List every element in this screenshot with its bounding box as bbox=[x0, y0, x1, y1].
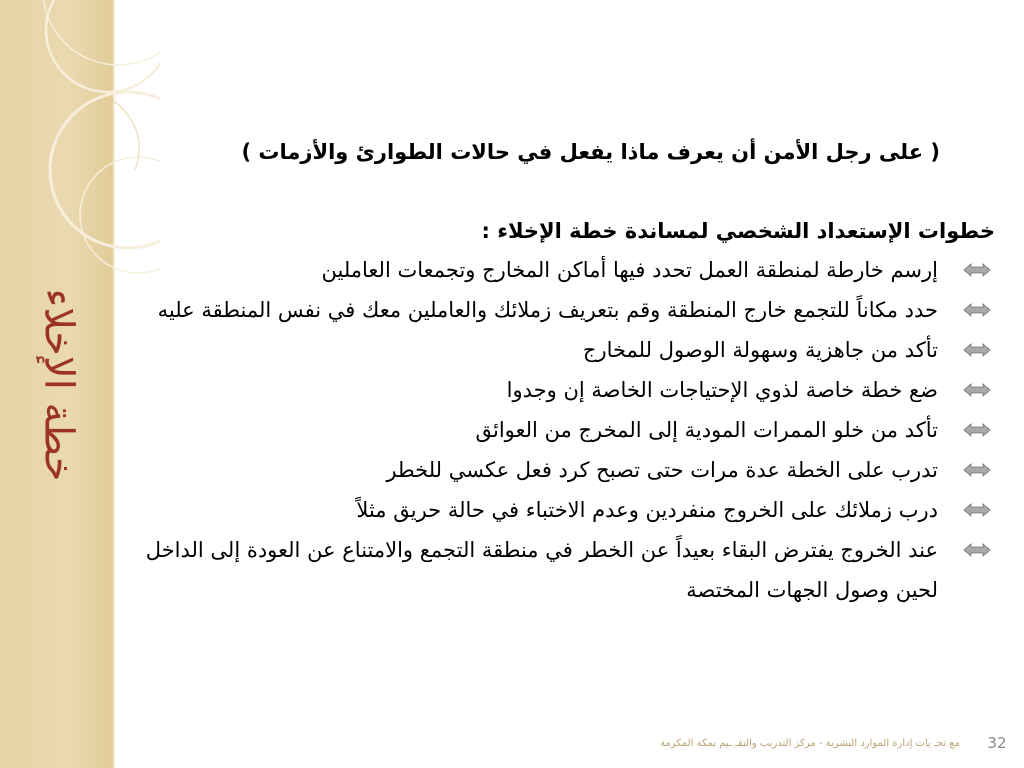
bullet-text: ضع خطة خاصة لذوي الإحتياجات الخاصة إن وجدوا bbox=[506, 378, 938, 402]
bullet-text: تدرب على الخطة عدة مرات حتى تصبح كرد فعل عكسي للخطر bbox=[386, 458, 938, 482]
side-title-container bbox=[4, 270, 113, 500]
side-band bbox=[0, 0, 113, 768]
bullet-text: تأكد من جاهزية وسهولة الوصول للمخارج bbox=[582, 338, 938, 362]
list-item bbox=[130, 250, 1000, 290]
page-number: 32 bbox=[987, 734, 1007, 752]
double-arrow-icon bbox=[962, 500, 992, 520]
double-arrow-icon bbox=[962, 340, 992, 360]
bullet-list bbox=[130, 250, 1000, 610]
bullet-text: عند الخروج يفترض البقاء بعيداً عن الخطر في منطقة التجمع والامتناع عن العودة إلى الداخل لحين وصول الجهات المختصة bbox=[145, 538, 938, 602]
bullet-text: حدد مكاناً للتجمع خارج المنطقة وقم بتعريف زملائك والعاملين معك في نفس المنطقة عليه bbox=[157, 298, 938, 322]
list-item bbox=[130, 410, 1000, 450]
headline: ( على رجل الأمن أن يعرف ماذا يفعل في حالات الطوارئ والأزمات ) bbox=[241, 140, 940, 164]
subheading: خطوات الإستعداد الشخصي لمساندة خطة الإخلاء : bbox=[481, 219, 995, 243]
double-arrow-icon bbox=[962, 260, 992, 280]
bullet-text: درب زملائك على الخروج منفردين وعدم الاختباء في حالة حريق مثلاً bbox=[356, 498, 938, 522]
list-item bbox=[130, 330, 1000, 370]
double-arrow-icon bbox=[962, 300, 992, 320]
list-item bbox=[130, 530, 1000, 610]
list-item bbox=[130, 490, 1000, 530]
side-band-edge bbox=[113, 0, 115, 768]
list-item bbox=[130, 450, 1000, 490]
side-title: خطة الإخلاء bbox=[36, 288, 82, 482]
double-arrow-icon bbox=[962, 420, 992, 440]
bullet-text: تأكد من خلو الممرات المودية إلى المخرج من العوائق bbox=[475, 418, 938, 442]
slide-content bbox=[130, 130, 1000, 610]
double-arrow-icon bbox=[962, 380, 992, 400]
double-arrow-icon bbox=[962, 460, 992, 480]
list-item bbox=[130, 370, 1000, 410]
bullet-text: إرسم خارطة لمنطقة العمل تحدد فيها أماكن المخارج وتجمعات العاملين bbox=[321, 258, 938, 282]
footer-text: مع تحـ يات إدارة الموارد البشرية - مركز التدريب والتقـ ـيم بمكة المكرمة bbox=[660, 738, 960, 749]
list-item bbox=[130, 290, 1000, 330]
double-arrow-icon bbox=[962, 540, 992, 560]
